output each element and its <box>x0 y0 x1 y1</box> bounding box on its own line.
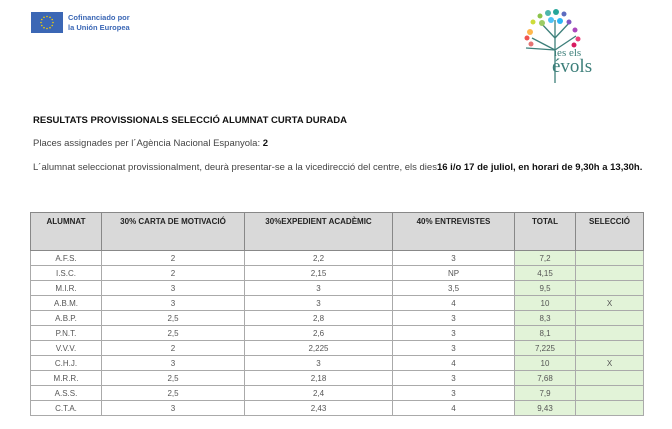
cell-expedient: 2,4 <box>245 386 393 401</box>
table-row <box>31 296 644 311</box>
cell-total: 7,9 <box>515 386 576 401</box>
cell-alumnat: C.T.A. <box>31 401 102 416</box>
cell-alumnat: C.H.J. <box>31 356 102 371</box>
cell-total: 4,15 <box>515 266 576 281</box>
cell-expedient: 3 <box>245 356 393 371</box>
cell-carta: 2,5 <box>102 311 245 326</box>
eu-cofinanced-logo <box>31 12 130 33</box>
eu-logo-line1: Cofinanciado por <box>68 12 130 22</box>
places-label: Places assignades per l´Agència Nacional Espanyola: <box>33 138 263 149</box>
table-row <box>31 266 644 281</box>
cell-carta: 3 <box>102 401 245 416</box>
cell-total: 10 <box>515 296 576 311</box>
cell-entrevistes: 4 <box>393 356 515 371</box>
cell-alumnat: A.B.P. <box>31 311 102 326</box>
results-table <box>30 212 644 416</box>
cell-seleccio <box>576 401 644 416</box>
notice-text: L´alumnat seleccionat provissionalment, deurà presentar-se a la vicedirecció del centre, els dies <box>33 162 437 173</box>
notice-bold: 16 i/o 17 de juliol, en horari de 9,30h a 13,30h. <box>436 162 643 173</box>
cell-expedient: 2,15 <box>245 266 393 281</box>
cell-seleccio <box>576 386 644 401</box>
header-carta: 30% CARTA DE MOTIVACIÓ <box>102 213 245 251</box>
cell-seleccio <box>576 281 644 296</box>
cell-total: 8,1 <box>515 326 576 341</box>
cell-alumnat: A.B.M. <box>31 296 102 311</box>
cell-carta: 3 <box>102 281 245 296</box>
cell-total: 9,43 <box>515 401 576 416</box>
table-row <box>31 251 644 266</box>
cell-entrevistes: 3 <box>393 371 515 386</box>
cell-total: 8,3 <box>515 311 576 326</box>
cell-carta: 2 <box>102 266 245 281</box>
cell-entrevistes: 3 <box>393 326 515 341</box>
cell-alumnat: I.S.C. <box>31 266 102 281</box>
cell-seleccio <box>576 266 644 281</box>
cell-entrevistes: 4 <box>393 296 515 311</box>
cell-seleccio <box>576 311 644 326</box>
cell-expedient: 3 <box>245 281 393 296</box>
cell-total: 7,2 <box>515 251 576 266</box>
eu-logo-line2: la Unión Europea <box>68 22 130 32</box>
cell-carta: 2,5 <box>102 371 245 386</box>
cell-expedient: 2,8 <box>245 311 393 326</box>
cell-carta: 3 <box>102 356 245 371</box>
cell-expedient: 2,225 <box>245 341 393 356</box>
cell-total: 10 <box>515 356 576 371</box>
school-logo-line2: évols <box>552 56 593 77</box>
cell-total: 7,68 <box>515 371 576 386</box>
table-row <box>31 326 644 341</box>
places-value: 2 <box>262 138 269 149</box>
table-row <box>31 341 644 356</box>
cell-expedient: 2,18 <box>245 371 393 386</box>
table-row <box>31 356 644 371</box>
cell-carta: 2 <box>102 251 245 266</box>
table-row <box>31 401 644 416</box>
school-logo-line1: ies els <box>554 47 582 59</box>
header-seleccio: SELECCIÓ <box>576 213 644 251</box>
cell-carta: 2 <box>102 341 245 356</box>
document-title: RESULTATS PROVISSIONALS SELECCIÓ ALUMNAT CURTA DURADA <box>33 115 348 126</box>
cell-entrevistes: 3,5 <box>393 281 515 296</box>
header-entrevistes: 40% ENTREVISTES <box>393 213 515 251</box>
cell-expedient: 3 <box>245 296 393 311</box>
header-alumnat: ALUMNAT <box>31 213 102 251</box>
notice-paragraph <box>33 159 653 176</box>
cell-entrevistes: 3 <box>393 311 515 326</box>
table-row <box>31 371 644 386</box>
cell-seleccio: X <box>576 356 644 371</box>
cell-carta: 2,5 <box>102 326 245 341</box>
cell-entrevistes: 3 <box>393 341 515 356</box>
cell-seleccio: X <box>576 296 644 311</box>
cell-expedient: 2,2 <box>245 251 393 266</box>
cell-entrevistes: 4 <box>393 401 515 416</box>
cell-carta: 3 <box>102 296 245 311</box>
cell-total: 7,225 <box>515 341 576 356</box>
cell-alumnat: M.R.R. <box>31 371 102 386</box>
cell-alumnat: P.N.T. <box>31 326 102 341</box>
eu-flag-icon <box>31 12 63 33</box>
cell-seleccio <box>576 341 644 356</box>
cell-seleccio <box>576 251 644 266</box>
header-total: TOTAL <box>515 213 576 251</box>
cell-expedient: 2,43 <box>245 401 393 416</box>
cell-expedient: 2,6 <box>245 326 393 341</box>
cell-alumnat: M.I.R. <box>31 281 102 296</box>
table-row <box>31 311 644 326</box>
header-expedient: 30%EXPEDIENT ACADÈMIC <box>245 213 393 251</box>
cell-total: 9,5 <box>515 281 576 296</box>
cell-entrevistes: 3 <box>393 386 515 401</box>
cell-seleccio <box>576 326 644 341</box>
cell-seleccio <box>576 371 644 386</box>
cell-carta: 2,5 <box>102 386 245 401</box>
table-row <box>31 281 644 296</box>
cell-alumnat: V.V.V. <box>31 341 102 356</box>
cell-entrevistes: 3 <box>393 251 515 266</box>
cell-alumnat: A.S.S. <box>31 386 102 401</box>
table-row <box>31 386 644 401</box>
table-header-row <box>31 213 644 251</box>
cell-entrevistes: NP <box>393 266 515 281</box>
places-paragraph <box>33 138 268 149</box>
cell-alumnat: A.F.S. <box>31 251 102 266</box>
